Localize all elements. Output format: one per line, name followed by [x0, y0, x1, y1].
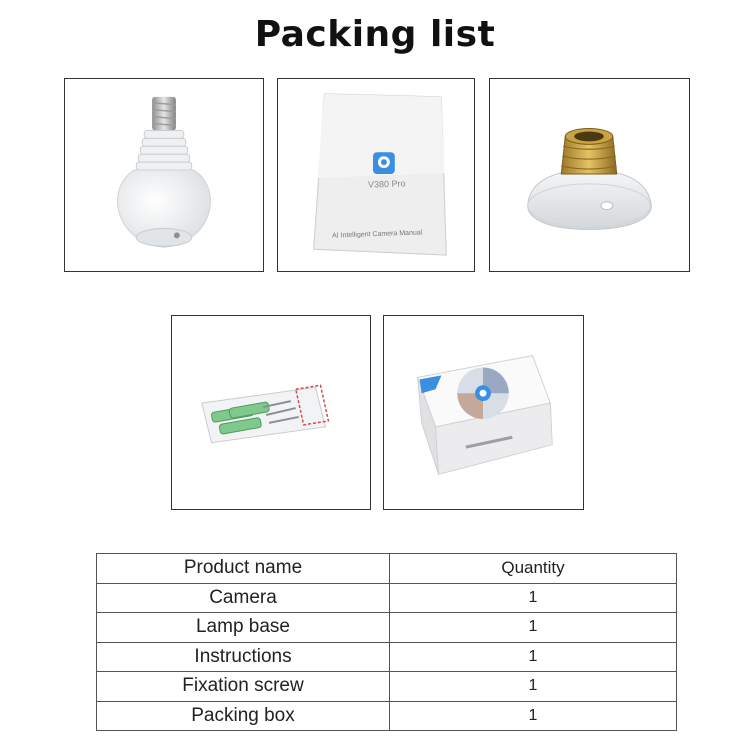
table-row: [97, 583, 677, 613]
screw-bag-illustration: [172, 316, 370, 509]
product-name-header: Product name: [97, 554, 390, 584]
quantity-cell: 1: [390, 613, 677, 643]
lamp-base-illustration: [490, 79, 689, 271]
product-name-cell: Camera: [97, 583, 390, 613]
table-row: [97, 672, 677, 702]
table-header-row: [97, 554, 677, 584]
manual-caption-label: AI Intelligent Camera Manual: [331, 229, 423, 240]
manual-image: [277, 78, 475, 272]
table-row: [97, 642, 677, 672]
quantity-cell: 1: [390, 701, 677, 731]
quantity-cell: 1: [390, 583, 677, 613]
product-name-cell: Fixation screw: [97, 672, 390, 702]
table-row: [97, 701, 677, 731]
product-name-cell: Lamp base: [97, 613, 390, 643]
manual-brand-label: V380 Pro: [367, 178, 406, 190]
packing-box-image: [383, 315, 584, 510]
quantity-header: Quantity: [390, 554, 677, 584]
page-title: Packing list: [254, 14, 496, 55]
manual-illustration: [278, 79, 474, 271]
packing-box-illustration: [384, 316, 583, 509]
table-row: [97, 613, 677, 643]
packing-list-table: [96, 553, 677, 731]
product-name-cell: Packing box: [97, 701, 390, 731]
lamp-base-image: [489, 78, 690, 272]
fixation-screw-image: [171, 315, 371, 510]
quantity-cell: 1: [390, 672, 677, 702]
product-name-cell: Instructions: [97, 642, 390, 672]
camera-bulb-illustration: [65, 79, 263, 271]
camera-bulb-image: [64, 78, 264, 272]
quantity-cell: 1: [390, 642, 677, 672]
